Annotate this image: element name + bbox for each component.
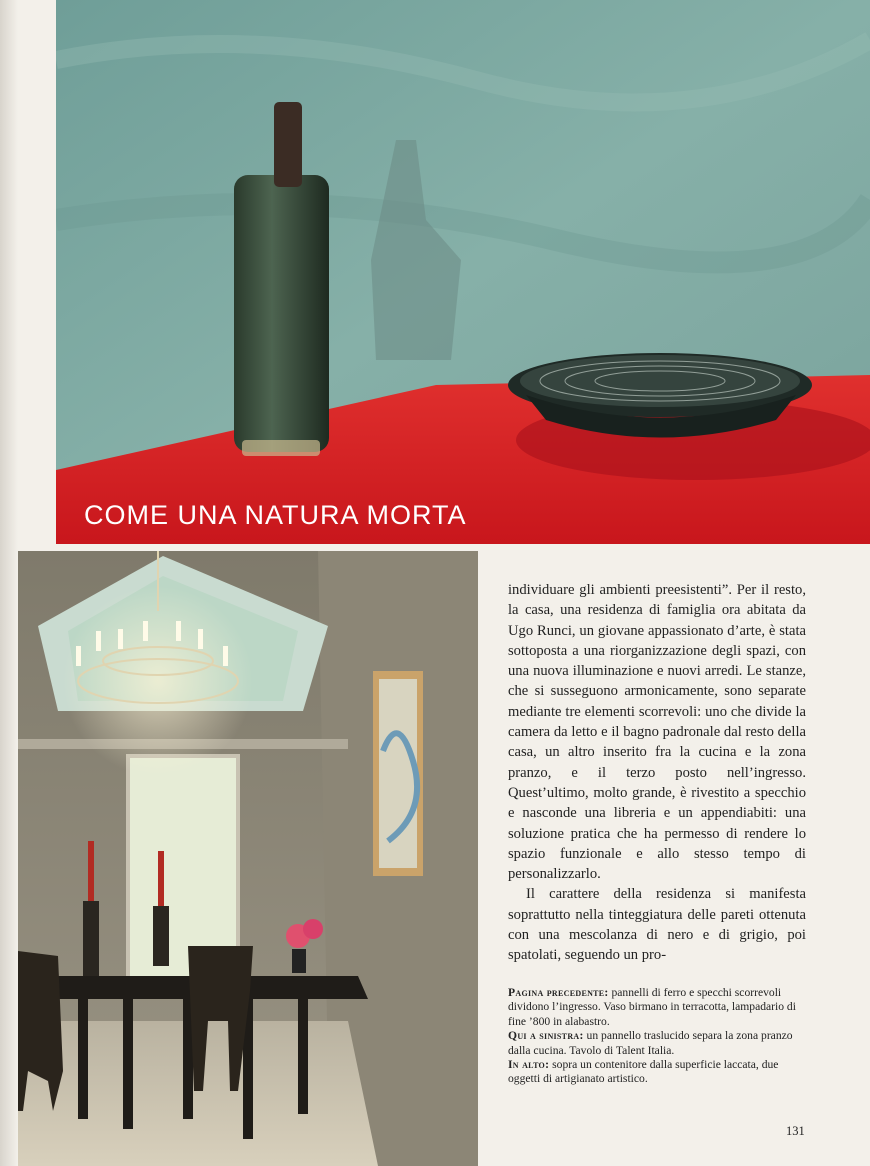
caption-heading: Pagina precedente: (508, 986, 609, 999)
body-paragraph: individuare gli ambienti preesistenti”. Per il resto, la casa, una residenza di famiglia ora abitata da Ugo Runci, un giovane appassionato d’arte, è stata sottoposta a una riorganizzazione degli spazi, con una nuova illuminazione e nuovi arredi. Le stanze, che si susseguono armonicamente, sono separate mediante tre elementi scorrevoli: uno che divide la camera da letto e il bagno padronale dal resto della casa, un altro inserito fra la cucina e la zona pranzo, e il terzo posto nell’ingresso. Quest’ultimo, molto grande, è rivestito a specchio e nasconde una libreria e un appendiabiti: una soluzione pratica che ha permesso di rendere lo spazio funzionale e allo stesso tempo di personalizzarlo. (508, 582, 806, 883)
caption-left (508, 1029, 798, 1058)
caption-previous-page (508, 986, 798, 1029)
photo-captions (508, 986, 798, 1087)
caption-text: un pannello traslucido separa la zona pranzo dalla cucina. Tavolo di Talent Italia. (508, 1029, 793, 1057)
caption-heading: Qui a sinistra: (508, 1029, 584, 1043)
article-body (508, 580, 806, 966)
caption-top (508, 1058, 798, 1087)
still-life-photo (56, 0, 870, 544)
article-headline: COME UNA NATURA MORTA (84, 500, 467, 530)
page-number: 131 (786, 1124, 805, 1138)
caption-heading: In alto: (508, 1058, 550, 1072)
dining-room-photo (18, 551, 478, 1166)
caption-text: pannelli di ferro e specchi scorrevoli dividono l’ingresso. Vaso birmano in terracotta, lampadario di fine ’800 in alabastro. (508, 986, 796, 1028)
caption-text: sopra un contenitore dalla superficie laccata, due oggetti di artigianato artistico. (508, 1058, 779, 1086)
body-paragraph: Il carattere della residenza si manifesta soprattutto nella tinteggiatura delle pareti ottenuta con una mescolanza di nero e di grigio, poi spatolati, seguendo un pro- (508, 886, 806, 964)
page-gutter (0, 0, 18, 1166)
